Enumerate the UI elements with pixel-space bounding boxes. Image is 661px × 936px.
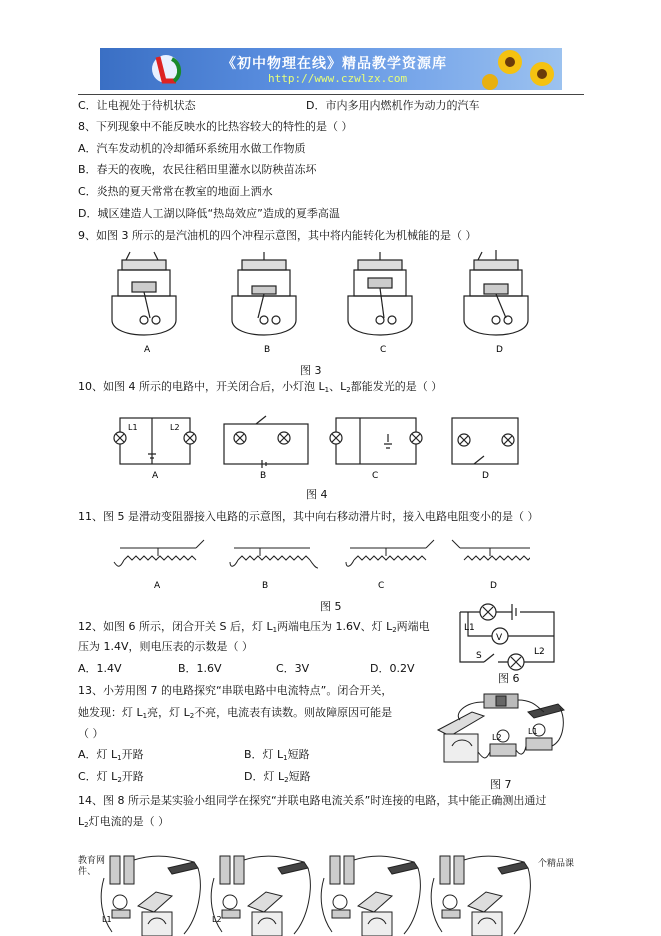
q14-line1: 14、图 8 所示是某实验小组同学在探究“并联电路电流关系”时连接的电路，其中能正确测出通过 xyxy=(78,794,547,807)
figure-3-caption: 图 3 xyxy=(300,364,322,377)
q9-stem: 9、如图 3 所示的是汽油机的四个冲程示意图，其中将内能转化为机械能的是（ ） xyxy=(78,229,477,242)
q8-option-d: D．城区建造人工湖以降低“热岛效应”造成的夏季高温 xyxy=(78,207,340,220)
fig8-l2: L2 xyxy=(212,915,222,924)
footer-fragment-left: 教育网 件、 xyxy=(78,856,106,877)
figure-7-caption: 图 7 xyxy=(490,778,512,791)
q8-option-b: B．春天的夜晚，农民往稻田里灌水以防秧苗冻坏 xyxy=(78,163,317,176)
q8-option-c: C．炎热的夏天常常在教室的地面上洒水 xyxy=(78,185,273,198)
q13-line2: 她发现：灯 $L_1$亮，灯 $L_2$不亮，电流表有读数。则故障原因可能是 xyxy=(78,706,393,720)
figure-4-caption: 图 4 xyxy=(306,488,328,501)
fig4-a-l1: L1 xyxy=(128,423,138,432)
site-logo xyxy=(136,51,196,87)
fig3-label-a: A xyxy=(144,345,151,355)
fig6-voltmeter: V xyxy=(496,633,503,643)
q11-stem: 11、图 5 是滑动变阻器接入电路的示意图，其中向右移动滑片时，接入电路电阻变小的是（ ） xyxy=(78,510,539,523)
fig4-label-a: A xyxy=(152,471,159,481)
fig5-label-d: D xyxy=(490,581,497,591)
q7-option-c: C．让电视处于待机状态 xyxy=(78,99,196,112)
fig4-a-l2: L2 xyxy=(170,423,180,432)
figure-6-circuit xyxy=(454,600,564,674)
q13-option-d: D．灯 $L_2$短路 xyxy=(244,770,311,784)
q13-option-c: C．灯 $L_2$开路 xyxy=(78,770,144,784)
fig7-l1: L1 xyxy=(528,727,538,736)
sunflower-image xyxy=(480,48,562,90)
fig3-label-d: D xyxy=(496,345,503,355)
fig4-label-d: D xyxy=(482,471,489,481)
fig5-label-a: A xyxy=(154,581,161,591)
q12-option-b: B．1.6V xyxy=(178,662,222,675)
q12-option-a: A．1.4V xyxy=(78,662,122,675)
fig6-l1: L1 xyxy=(464,623,475,633)
fig3-label-c: C xyxy=(380,345,387,355)
q7-option-d: D．市内多用内燃机作为动力的汽车 xyxy=(306,99,480,112)
fig4-label-c: C xyxy=(372,471,379,481)
header-rule xyxy=(78,94,584,95)
q8-stem: 8、下列现象中不能反映水的比热容较大的特性的是（ ） xyxy=(78,120,353,133)
fig3-label-b: B xyxy=(264,345,271,355)
fig6-switch: S xyxy=(476,651,482,661)
banner-title: 《初中物理在线》精品教学资源库 xyxy=(222,56,447,72)
q12-option-c: C．3V xyxy=(276,662,310,675)
q12-line2: 压为 1.4V，则电压表的示数是（ ） xyxy=(78,640,254,653)
figure-6-caption: 图 6 xyxy=(498,672,520,685)
q13-option-a: A．灯 $L_1$开路 xyxy=(78,748,144,762)
q13-line1: 13、小芳用图 7 的电路探究“串联电路中电流特点”。闭合开关， xyxy=(78,684,393,697)
fig5-label-c: C xyxy=(378,581,385,591)
fig7-l2: L2 xyxy=(492,733,502,742)
banner-url[interactable]: http://www.czwlzx.com xyxy=(268,72,408,85)
q13-option-b: B．灯 $L_1$短路 xyxy=(244,748,310,762)
q10-stem: 10、如图 4 所示的电路中，开关闭合后，小灯泡 $L_1$、$L_2$都能发光的是（ ） xyxy=(78,380,443,394)
figure-5-rheostats xyxy=(110,538,530,594)
figure-4-circuits xyxy=(100,410,540,482)
fig6-l2: L2 xyxy=(534,647,545,657)
q12-option-d: D．0.2V xyxy=(370,662,415,675)
q13-line3: （ ） xyxy=(78,727,104,740)
figure-5-caption: 图 5 xyxy=(320,600,342,613)
fig8-l1: L1 xyxy=(102,915,112,924)
figure-7-apparatus xyxy=(434,690,574,772)
q12-line1: 12、如图 6 所示，闭合开关 S 后，灯 $L_1$两端电压为 1.6V、灯 $L_2$两端电 xyxy=(78,620,430,634)
footer-fragment-right: 个精品课 xyxy=(538,859,575,869)
q14-line2: $L_2$灯电流的是（ ） xyxy=(78,815,170,829)
q8-option-a: A．汽车发动机的冷却循环系统用水做工作物质 xyxy=(78,142,306,155)
header-banner xyxy=(100,48,562,90)
fig4-label-b: B xyxy=(260,471,267,481)
fig5-label-b: B xyxy=(262,581,269,591)
figure-8-parallel-circuits xyxy=(98,848,534,936)
figure-3-engine-strokes xyxy=(100,248,540,358)
